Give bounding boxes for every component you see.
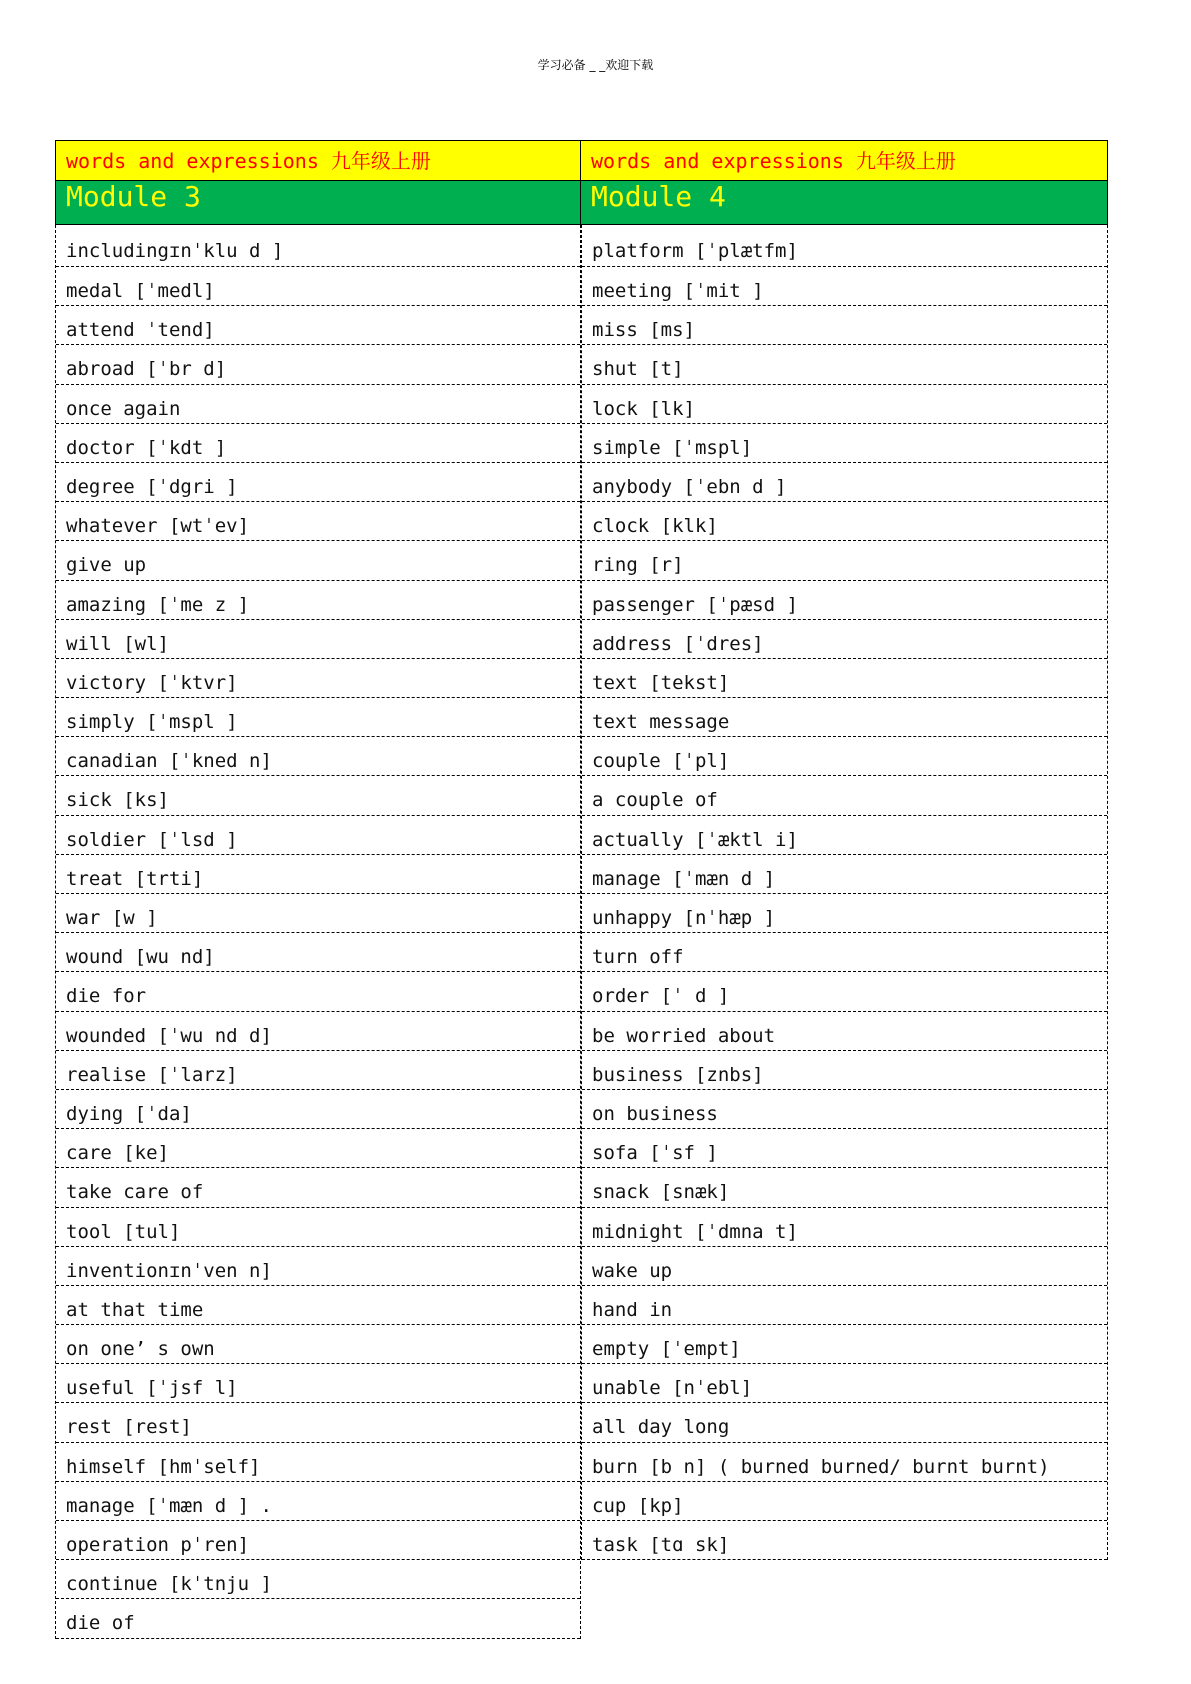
vocab-entry: treat [trti] <box>56 855 580 894</box>
vocab-entry: on business <box>582 1090 1107 1129</box>
vocab-entry: at that time <box>56 1286 580 1325</box>
vocab-entry: useful [ˈjsf l] <box>56 1364 580 1403</box>
vocab-entry: all day long <box>582 1403 1107 1442</box>
vocab-entry: take care of <box>56 1168 580 1207</box>
vocab-entry: sick [ks] <box>56 776 580 815</box>
vocab-entry: shut [t] <box>582 345 1107 384</box>
vocab-entry: sofa [ˈsf ] <box>582 1129 1107 1168</box>
vocab-entry: wounded [ˈwu nd d] <box>56 1012 580 1051</box>
vocab-entry: task [tɑ sk] <box>582 1521 1107 1560</box>
vocab-entry: simply [ˈmspl ] <box>56 698 580 737</box>
module-4-column <box>581 140 1108 1560</box>
vocab-entry: miss [ms] <box>582 306 1107 345</box>
vocab-entry: meeting [ˈmit ] <box>582 267 1107 306</box>
vocab-entry: cup [kp] <box>582 1482 1107 1521</box>
vocab-entry: actually [ˈæktl i] <box>582 816 1107 855</box>
vocab-entry: lock [lk] <box>582 385 1107 424</box>
vocab-entry: unhappy [nˈhæp ] <box>582 894 1107 933</box>
vocab-entry: tool [tul] <box>56 1208 580 1247</box>
vocab-entry: simple [ˈmspl] <box>582 424 1107 463</box>
column-title: words and expressions 九年级上册 <box>581 140 1108 181</box>
vocab-entry: dying [ˈda] <box>56 1090 580 1129</box>
entry-list <box>581 225 1108 1560</box>
vocab-entry: be worried about <box>582 1012 1107 1051</box>
vocab-entry: unable [nˈebl] <box>582 1364 1107 1403</box>
vocab-entry: rest [rest] <box>56 1403 580 1442</box>
vocab-entry: die of <box>56 1599 580 1638</box>
vocab-entry: once again <box>56 385 580 424</box>
vocab-entry: operation pˈren] <box>56 1521 580 1560</box>
vocab-entry: war [w ] <box>56 894 580 933</box>
vocab-entry: attend ˈtend] <box>56 306 580 345</box>
vocab-entry: continue [kˈtnju ] <box>56 1560 580 1599</box>
vocab-entry: amazing [ˈme z ] <box>56 581 580 620</box>
vocab-entry: anybody [ˈebn d ] <box>582 463 1107 502</box>
vocab-entry: degree [ˈdgri ] <box>56 463 580 502</box>
page-header: 学习必备 _ _欢迎下载 <box>537 58 654 72</box>
vocab-entry: inventionɪnˈven n] <box>56 1247 580 1286</box>
vocab-entry: wound [wu nd] <box>56 933 580 972</box>
vocab-entry: manage [ˈmæn d ] <box>582 855 1107 894</box>
vocab-entry: whatever [wtˈev] <box>56 502 580 541</box>
vocab-entry: care [ke] <box>56 1129 580 1168</box>
vocab-entry: clock [klk] <box>582 502 1107 541</box>
vocab-entry: victory [ˈktvr] <box>56 659 580 698</box>
vocab-entry: burn [b n] ( burned burned/ burnt burnt) <box>582 1443 1107 1482</box>
vocab-entry: order [ˈ d ] <box>582 972 1107 1011</box>
vocab-entry: canadian [ˈkned n] <box>56 737 580 776</box>
vocab-entry: doctor [ˈkdt ] <box>56 424 580 463</box>
entry-list <box>55 225 581 1639</box>
vocab-entry: business [znbs] <box>582 1051 1107 1090</box>
module-heading: Module 3 <box>55 181 581 225</box>
vocab-entry: address [ˈdres] <box>582 620 1107 659</box>
vocab-entry: a couple of <box>582 776 1107 815</box>
vocab-entry: hand in <box>582 1286 1107 1325</box>
vocab-entry: couple [ˈpl] <box>582 737 1107 776</box>
vocab-entry: wake up <box>582 1247 1107 1286</box>
vocab-entry: text [tekst] <box>582 659 1107 698</box>
vocab-entry: will [wl] <box>56 620 580 659</box>
vocab-entry: manage [ˈmæn d ] . <box>56 1482 580 1521</box>
vocab-entry: abroad [ˈbr d] <box>56 345 580 384</box>
vocab-entry: medal [ˈmedl] <box>56 267 580 306</box>
vocab-entry: empty [ˈempt] <box>582 1325 1107 1364</box>
module-heading: Module 4 <box>581 181 1108 225</box>
vocab-entry: includingɪnˈklu d ] <box>56 225 580 267</box>
vocab-entry: give up <box>56 541 580 580</box>
vocab-entry: platform [ˈplætfm] <box>582 225 1107 267</box>
vocab-entry: turn off <box>582 933 1107 972</box>
vocab-entry: himself [hmˈself] <box>56 1443 580 1482</box>
vocab-entry: realise [ˈlarz] <box>56 1051 580 1090</box>
vocab-entry: snack [snæk] <box>582 1168 1107 1207</box>
vocab-entry: text message <box>582 698 1107 737</box>
vocab-entry: soldier [ˈlsd ] <box>56 816 580 855</box>
vocab-entry: midnight [ˈdmna t] <box>582 1208 1107 1247</box>
vocab-entry: on one’ s own <box>56 1325 580 1364</box>
vocab-entry: die for <box>56 972 580 1011</box>
vocab-entry: passenger [ˈpæsd ] <box>582 581 1107 620</box>
module-3-column <box>55 140 581 1639</box>
vocab-entry: ring [r] <box>582 541 1107 580</box>
column-title: words and expressions 九年级上册 <box>55 140 581 181</box>
